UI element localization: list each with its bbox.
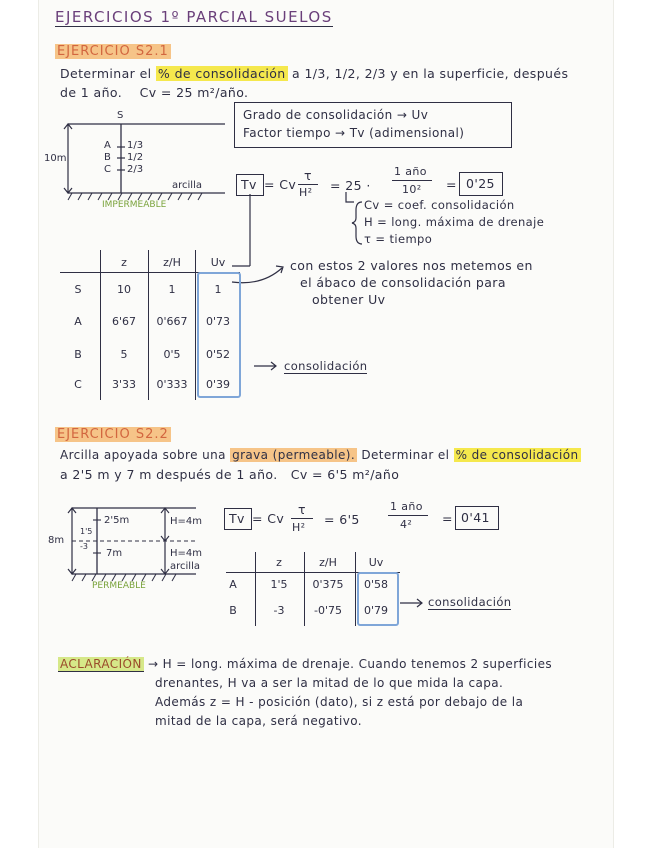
row-z: 10: [117, 283, 131, 296]
table-1-header-zh: z/H: [163, 256, 181, 269]
surface-label: S: [117, 110, 124, 121]
table-1-header-uv: Uv: [210, 256, 226, 269]
clarification-line1: ACLARACIÓN → H = long. máxima de drenaje. Cuando tenemos 2 superficies: [60, 657, 553, 671]
clarification-line3: Además z = H - posición (dato), si z está por debajo de la: [155, 695, 524, 709]
row-uv: 0'39: [205, 378, 231, 391]
row-uv: 0'58: [363, 578, 389, 591]
row-z: 1'5: [270, 578, 288, 591]
legend-h: H = long. máxima de drenaje: [364, 215, 545, 229]
clarification-line4: mitad de la capa, será negativo.: [155, 714, 362, 728]
exercise-2-heading: EJERCICIO S2.2: [57, 427, 169, 442]
tv-label-2: Tv: [229, 511, 245, 526]
tv-substitution-2: = 6'5: [324, 512, 360, 527]
depth-a-label: 2'5m: [104, 515, 130, 526]
point-c-label: C: [104, 164, 111, 175]
drainage-h-upper: H=4m: [170, 516, 203, 527]
depth-label-2: 8m: [48, 535, 65, 546]
tv-substitution: = 25 ·: [330, 178, 371, 193]
row-zh: 0'667: [156, 315, 188, 328]
tau-numerator-2: τ: [298, 502, 306, 517]
table-2-header-z: z: [276, 556, 282, 569]
row-zh: -0'75: [314, 604, 342, 617]
definition-uv: Grado de consolidación → Uv: [243, 108, 429, 122]
row-point: B: [74, 348, 82, 361]
impermeable-label: IMPERMEABLE: [102, 200, 167, 210]
tv-result: 0'25: [466, 176, 495, 191]
definition-tv: Factor tiempo → Tv (adimensional): [243, 126, 465, 140]
table-2-header-uv: Uv: [368, 556, 384, 569]
row-uv: 0'73: [205, 315, 231, 328]
h-squared-denominator: H²: [299, 186, 313, 199]
row-z: 5: [120, 348, 128, 361]
exercise-1-statement-line1: Determinar el % de consolidación a 1/3, 1/2, 2/3 y en la superficie, después: [60, 66, 569, 81]
note-line2: el ábaco de consolidación para: [300, 275, 506, 290]
row-uv: 0'52: [205, 348, 231, 361]
exercise-2-statement-line2: a 2'5 m y 7 m después de 1 año. Cv = 6'5 m²/año: [60, 467, 400, 482]
row-point: B: [229, 604, 237, 617]
fraction-1-2: 1/2: [127, 152, 144, 163]
row-zh: 1: [168, 283, 176, 296]
row-z: 3'33: [111, 378, 137, 391]
fraction-bar: [291, 518, 313, 519]
tv-equals-cv-2: = Cv: [252, 511, 285, 526]
row-uv: 1: [214, 283, 222, 296]
time-numerator: 1 año: [394, 165, 427, 178]
row-uv: 0'79: [363, 604, 389, 617]
equals-sign: =: [442, 511, 453, 526]
note-line3: obtener Uv: [312, 292, 386, 307]
permeable-label: PERMEABLE: [92, 581, 146, 591]
clarification-line2: drenantes, H va a ser la mitad de lo que mida la capa.: [155, 676, 504, 690]
h-denominator-value-2: 4²: [400, 518, 413, 531]
row-point: C: [74, 378, 82, 391]
fraction-bar: [388, 515, 428, 516]
tv-label: Tv: [241, 177, 257, 192]
row-point: A: [74, 315, 82, 328]
clarification-label: ACLARACIÓN: [60, 657, 142, 671]
exercise-1-result: consolidación: [284, 359, 368, 373]
fraction-1-3: 1/3: [127, 140, 144, 151]
soil-label: arcilla: [172, 180, 202, 191]
tv-equals-cv: = Cv: [264, 177, 297, 192]
equals-sign: =: [446, 177, 457, 192]
soil-label-2: arcilla: [170, 561, 200, 572]
time-numerator-2: 1 año: [390, 500, 423, 513]
h-squared-denominator-2: H²: [292, 521, 306, 534]
exercise-1-heading: EJERCICIO S2.1: [57, 44, 169, 59]
legend-cv: Cv = coef. consolidación: [364, 198, 515, 212]
legend-tau: τ = tiempo: [364, 232, 433, 246]
depth-label: 10m: [44, 153, 67, 164]
row-point: S: [74, 283, 82, 296]
position-2: -3: [80, 542, 88, 551]
point-b-label: B: [104, 152, 111, 163]
page-title: EJERCICIOS 1º PARCIAL SUELOS: [55, 8, 333, 26]
row-z: 6'67: [111, 315, 137, 328]
table-1-header-z: z: [121, 256, 127, 269]
table-2-header-zh: z/H: [319, 556, 337, 569]
row-zh: 0'333: [156, 378, 188, 391]
h-denominator-value: 10²: [402, 183, 422, 196]
note-line1: con estos 2 valores nos metemos en: [290, 258, 533, 273]
exercise-1-statement-line2: de 1 año. Cv = 25 m²/año.: [60, 85, 249, 100]
drainage-h-lower: H=4m: [170, 548, 203, 559]
depth-b-label: 7m: [106, 548, 123, 559]
exercise-2-result: consolidación: [428, 595, 512, 609]
row-zh: 0'375: [312, 578, 344, 591]
tau-numerator: τ: [304, 168, 312, 183]
exercise-2-statement-line1: Arcilla apoyada sobre una grava (permeable). Determinar el % de consolidación: [60, 448, 579, 462]
row-point: A: [229, 578, 237, 591]
row-z: -3: [273, 604, 285, 617]
row-zh: 0'5: [163, 348, 181, 361]
point-a-label: A: [104, 140, 111, 151]
fraction-2-3: 2/3: [127, 164, 144, 175]
position-1: 1'5: [80, 527, 93, 536]
tv-result-2: 0'41: [461, 510, 490, 525]
